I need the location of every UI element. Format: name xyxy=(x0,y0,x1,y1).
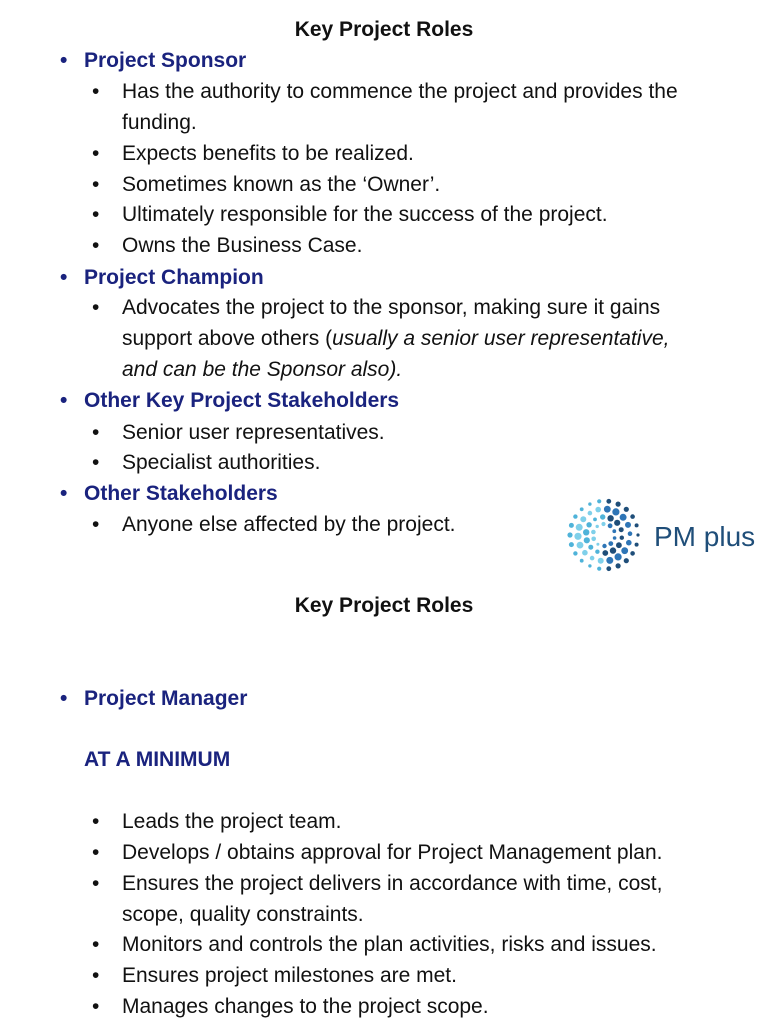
logo-dot xyxy=(588,545,593,550)
logo-dot xyxy=(635,543,639,547)
logo-dot xyxy=(584,537,590,543)
list-item xyxy=(92,963,457,989)
bullet-icon: • xyxy=(92,933,100,956)
group-heading: Project Manager xyxy=(84,687,248,710)
list-item xyxy=(92,172,441,198)
bullet-icon: • xyxy=(92,810,100,833)
logo-dot xyxy=(597,499,601,503)
list-item xyxy=(92,450,321,476)
item-text: Owns the Business Case. xyxy=(122,234,363,257)
logo-dot xyxy=(626,540,632,546)
logo-dot xyxy=(616,502,621,507)
logo-dot xyxy=(607,515,613,521)
logo-dot xyxy=(604,506,611,513)
item-text-italic: usually a senior user representative, xyxy=(332,327,670,350)
logo-dot xyxy=(616,542,622,548)
logo-dot xyxy=(580,559,584,563)
pm-plus-dots-logo-icon xyxy=(562,495,652,575)
bullet-icon: • xyxy=(92,203,100,226)
logo-dot xyxy=(620,514,627,521)
logo-dot xyxy=(621,547,628,554)
bullet-icon: • xyxy=(92,173,100,196)
bullet-icon: • xyxy=(92,142,100,165)
logo-dot xyxy=(619,527,624,532)
logo-dot xyxy=(567,532,572,537)
logo-dot xyxy=(601,522,605,526)
logo-dot xyxy=(597,567,601,571)
bullet-icon: • xyxy=(60,389,68,412)
item-text: Advocates the project to the sponsor, making sure it gains xyxy=(122,296,661,319)
bullet-icon: • xyxy=(92,234,100,257)
logo-dot xyxy=(628,531,633,536)
logo-dot xyxy=(602,550,608,556)
logo-dot xyxy=(580,507,584,511)
logo-dot xyxy=(608,541,613,546)
item-text: Anyone else affected by the project. xyxy=(122,513,456,536)
list-item-project-manager xyxy=(60,686,248,712)
logo-dot xyxy=(569,523,574,528)
item-text: scope, quality constraints. xyxy=(122,903,364,926)
logo-dot xyxy=(615,553,622,560)
subheading-text: AT A MINIMUM xyxy=(84,748,231,771)
group-heading: Other Stakeholders xyxy=(84,482,278,505)
logo-dot xyxy=(600,514,605,519)
list-item-continuation xyxy=(122,357,402,383)
logo-dot xyxy=(574,533,581,540)
bullet-icon: • xyxy=(92,80,100,103)
logo-dot xyxy=(610,547,616,553)
logo-dot xyxy=(624,558,629,563)
item-text: Specialist authorities. xyxy=(122,451,321,474)
logo-dot xyxy=(596,525,599,528)
logo-dot xyxy=(588,564,591,567)
list-item-continuation xyxy=(122,902,364,928)
logo-dot xyxy=(596,543,599,546)
bullet-icon: • xyxy=(92,872,100,895)
logo-dot xyxy=(588,502,591,505)
list-item-project-sponsor xyxy=(60,48,247,74)
logo-dot xyxy=(620,536,624,540)
group-heading: Other Key Project Stakeholders xyxy=(84,389,400,412)
logo-text: PM plus xyxy=(654,521,756,552)
item-text: Ensures the project delivers in accordance with time, cost, xyxy=(122,872,663,895)
logo-dot xyxy=(616,563,621,568)
group-heading: Project Champion xyxy=(84,266,264,289)
item-text: support above others ( xyxy=(122,327,333,350)
item-text: Senior user representatives. xyxy=(122,421,385,444)
list-item xyxy=(92,932,657,958)
logo-dot xyxy=(577,542,584,549)
logo-dot xyxy=(612,508,619,515)
logo-dot xyxy=(606,557,613,564)
list-item xyxy=(92,420,385,446)
group-heading: Project Sponsor xyxy=(84,49,247,72)
list-item xyxy=(92,233,363,259)
logo-dot xyxy=(625,522,631,528)
bullet-icon: • xyxy=(60,266,68,289)
logo-dot xyxy=(608,523,613,528)
logo-dot xyxy=(591,530,596,535)
item-text: Monitors and controls the plan activities, risks and issues. xyxy=(122,933,657,956)
list-item-other-key-stakeholders xyxy=(60,388,400,414)
logo-dot xyxy=(598,558,604,564)
bullet-icon: • xyxy=(92,451,100,474)
list-item xyxy=(92,295,661,321)
pm-plus-logo xyxy=(562,495,768,575)
item-text: Sometimes known as the ‘Owner’. xyxy=(122,173,441,196)
section1-title: Key Project Roles xyxy=(294,18,474,41)
logo-dot xyxy=(606,566,611,571)
logo-dot xyxy=(595,550,599,554)
item-text: Ultimately responsible for the success of the project. xyxy=(122,203,608,226)
item-text-italic: and can be the Sponsor also). xyxy=(122,358,403,381)
list-item-other-stakeholders xyxy=(60,481,278,507)
logo-dot xyxy=(636,533,639,536)
logo-dot xyxy=(590,556,595,561)
logo-dot xyxy=(591,537,596,542)
logo-dot xyxy=(593,518,597,522)
logo-dot xyxy=(569,542,574,547)
subheading-at-a-minimum xyxy=(84,747,230,773)
logo-dot xyxy=(612,529,616,533)
bullet-icon: • xyxy=(60,49,68,72)
section2-title: Key Project Roles xyxy=(294,594,474,617)
item-text: Expects benefits to be realized. xyxy=(122,142,414,165)
list-item xyxy=(92,141,414,167)
list-item xyxy=(92,994,489,1020)
item-text: Has the authority to commence the project and provides the xyxy=(122,80,678,103)
item-text: Ensures project milestones are met. xyxy=(122,964,457,987)
bullet-icon: • xyxy=(92,995,100,1018)
logo-dot xyxy=(606,499,611,504)
bullet-icon: • xyxy=(60,687,68,710)
list-item xyxy=(92,840,663,866)
bullet-icon: • xyxy=(60,482,68,505)
logo-dot xyxy=(635,523,639,527)
bullet-icon: • xyxy=(92,421,100,444)
bullet-icon: • xyxy=(92,296,100,319)
list-item xyxy=(92,512,456,538)
list-item xyxy=(92,202,608,228)
logo-dot xyxy=(586,522,591,527)
logo-dot xyxy=(573,514,577,518)
list-item xyxy=(92,79,678,105)
list-item xyxy=(92,871,663,897)
bullet-icon: • xyxy=(92,513,100,536)
bullet-icon: • xyxy=(92,964,100,987)
logo-dot xyxy=(602,544,606,548)
logo-dot xyxy=(573,551,577,555)
logo-dot xyxy=(624,507,629,512)
list-item-project-champion xyxy=(60,265,264,291)
list-item-continuation xyxy=(122,110,197,136)
logo-dot xyxy=(588,511,593,516)
bullet-icon: • xyxy=(92,841,100,864)
list-item-continuation xyxy=(122,326,669,352)
logo-dot xyxy=(613,536,617,540)
item-text: Manages changes to the project scope. xyxy=(122,995,489,1018)
logo-dot xyxy=(614,520,620,526)
logo-dot xyxy=(582,550,588,556)
logo-dot xyxy=(630,551,635,556)
item-text: Develops / obtains approval for Project Management plan. xyxy=(122,841,663,864)
list-item xyxy=(92,809,342,835)
logo-dot xyxy=(595,507,601,513)
item-text: funding. xyxy=(122,111,197,134)
logo-dot xyxy=(630,514,635,519)
logo-dot xyxy=(583,529,589,535)
logo-dot xyxy=(580,516,586,522)
logo-dot xyxy=(576,524,583,531)
item-text: Leads the project team. xyxy=(122,810,342,833)
